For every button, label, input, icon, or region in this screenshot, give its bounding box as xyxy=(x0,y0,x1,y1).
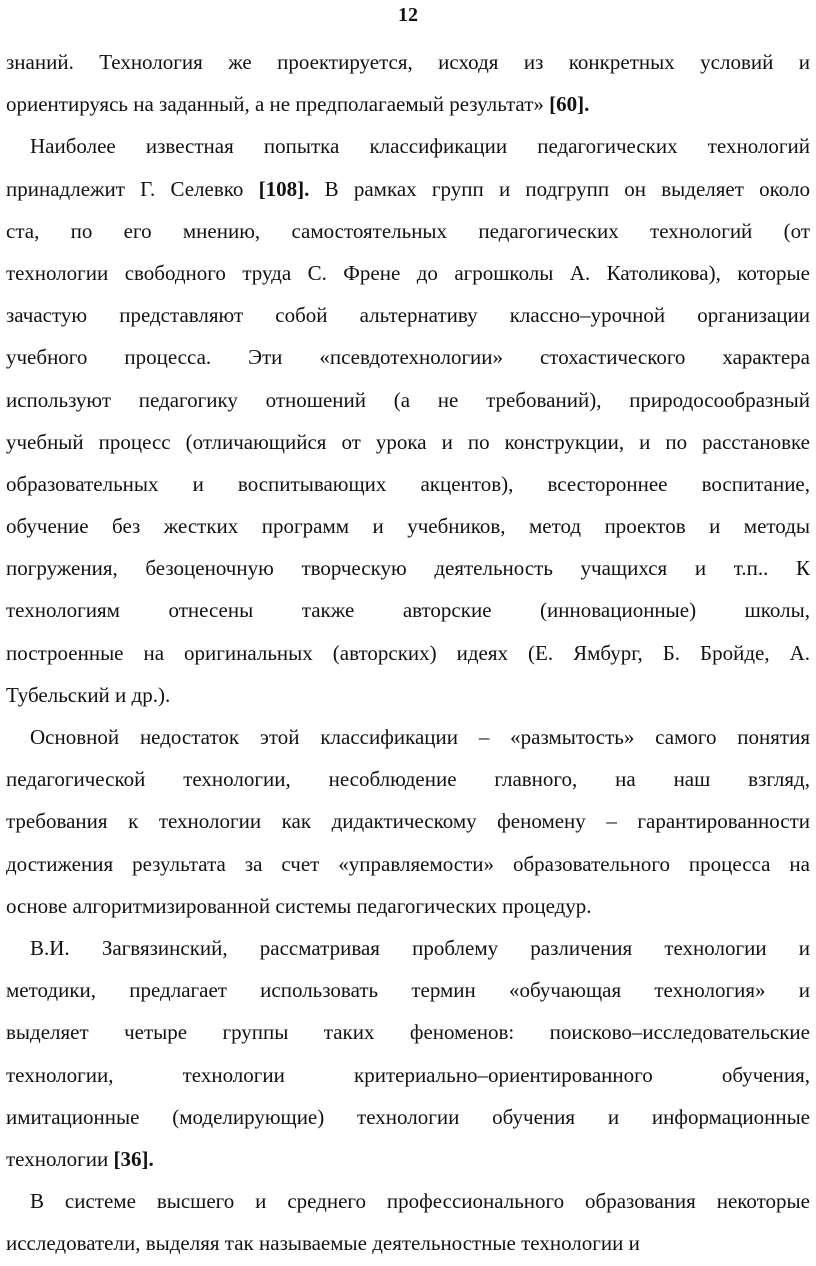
text-line xyxy=(6,252,810,294)
text-line xyxy=(6,716,810,758)
line-text: имитационные (моделирующие) технологии обучения и информационные xyxy=(6,1104,810,1129)
line-text: принадлежит Г. Селевко xyxy=(6,176,259,201)
line-text: В системе высшего и среднего профессионального образования некоторые xyxy=(30,1189,810,1214)
paragraph xyxy=(6,716,810,927)
line-text: методики, предлагает использовать термин «обучающая технология» и xyxy=(6,978,810,1003)
line-text: учебного процесса. Эти «псевдотехнологии» стохастического характера xyxy=(6,345,810,370)
line-text: В.И. Загвязинский, рассматривая проблему различения технологии и xyxy=(30,935,810,960)
text-line xyxy=(6,463,810,505)
line-text: учебный процесс (отличающийся от урока и по конструкции, и по расстановке xyxy=(6,429,810,454)
line-text: Основной недостаток этой классификации – «размытость» самого понятия xyxy=(30,725,810,749)
line-text: построенные на оригинальных (авторских) идеях (Е. Ямбург, Б. Бройде, А. xyxy=(6,640,810,665)
text-body xyxy=(6,41,810,1264)
paragraph xyxy=(6,1180,810,1264)
line-text: выделяет четыре группы таких феноменов: поисково–исследовательские xyxy=(6,1020,810,1045)
text-line xyxy=(6,1054,810,1096)
line-text: ста, по его мнению, самостоятельных педагогических технологий (от xyxy=(6,218,810,243)
text-line xyxy=(6,505,810,547)
line-text: обучение без жестких программ и учебников, метод проектов и методы xyxy=(6,514,810,539)
line-text: исследователи, выделяя так называемые деятельностные технологии и xyxy=(6,1231,640,1256)
line-text: образовательных и воспитывающих акцентов), всестороннее воспитание, xyxy=(6,471,810,496)
text-line xyxy=(6,843,810,885)
line-text: основе алгоритмизированной системы педагогических процедур. xyxy=(6,893,592,918)
line-text: достижения результата за счет «управляемости» образовательного процесса на xyxy=(6,851,810,876)
paragraph xyxy=(6,927,810,1180)
line-text: используют педагогику отношений (а не требований), природосообразный xyxy=(6,387,810,412)
text-line xyxy=(6,421,810,463)
text-line xyxy=(6,125,810,167)
line-text: педагогической технологии, несоблюдение главного, на наш взгляд, xyxy=(6,767,810,792)
text-line xyxy=(6,168,810,210)
text-line xyxy=(6,1180,810,1222)
paragraph xyxy=(6,41,810,125)
text-line xyxy=(6,969,810,1011)
line-text: требования к технологии как дидактическому феномену – гарантированности xyxy=(6,809,810,834)
text-line xyxy=(6,885,810,927)
line-text-continued: В рамках групп и подгрупп он выделяет около xyxy=(309,176,811,201)
text-line xyxy=(6,294,810,336)
text-line xyxy=(6,632,810,674)
text-line xyxy=(6,758,810,800)
line-text: зачастую представляют собой альтернативу классно–урочной организации xyxy=(6,303,810,328)
text-line xyxy=(6,547,810,589)
line-text: технологиям отнесены также авторские (инновационные) школы, xyxy=(6,598,810,623)
text-line xyxy=(6,336,810,378)
citation-reference: [60]. xyxy=(549,92,590,117)
text-line xyxy=(6,1011,810,1053)
line-text: технологии свободного труда С. Френе до агрошколы А. Католикова), которые xyxy=(6,260,810,285)
text-line xyxy=(6,41,810,83)
page-number: 12 xyxy=(398,4,418,26)
line-text: погружения, безоценочную творческую деятельность учащихся и т.п.. К xyxy=(6,556,810,581)
line-text: технологии, технологии критериально–ориентированного обучения, xyxy=(6,1062,810,1087)
line-text: ориентируясь на заданный, а не предполагаемый результат» xyxy=(6,92,550,117)
text-line xyxy=(6,210,810,252)
line-text: Тубельский и др.). xyxy=(6,682,171,707)
text-line xyxy=(6,1222,810,1264)
paragraph xyxy=(6,125,810,716)
text-line xyxy=(6,800,810,842)
text-line xyxy=(6,379,810,421)
citation-reference: [108]. xyxy=(258,176,310,201)
line-text: знаний. Технология же проектируется, исходя из конкретных условий и xyxy=(6,50,810,74)
line-text: Наиболее известная попытка классификации педагогических технологий xyxy=(30,134,810,159)
text-line xyxy=(6,1138,810,1180)
text-line xyxy=(6,589,810,631)
line-text: технологии xyxy=(6,1146,114,1171)
citation-reference: [36]. xyxy=(113,1146,154,1171)
text-line xyxy=(6,674,810,716)
text-line xyxy=(6,1096,810,1138)
text-line xyxy=(6,927,810,969)
text-line xyxy=(6,83,810,125)
